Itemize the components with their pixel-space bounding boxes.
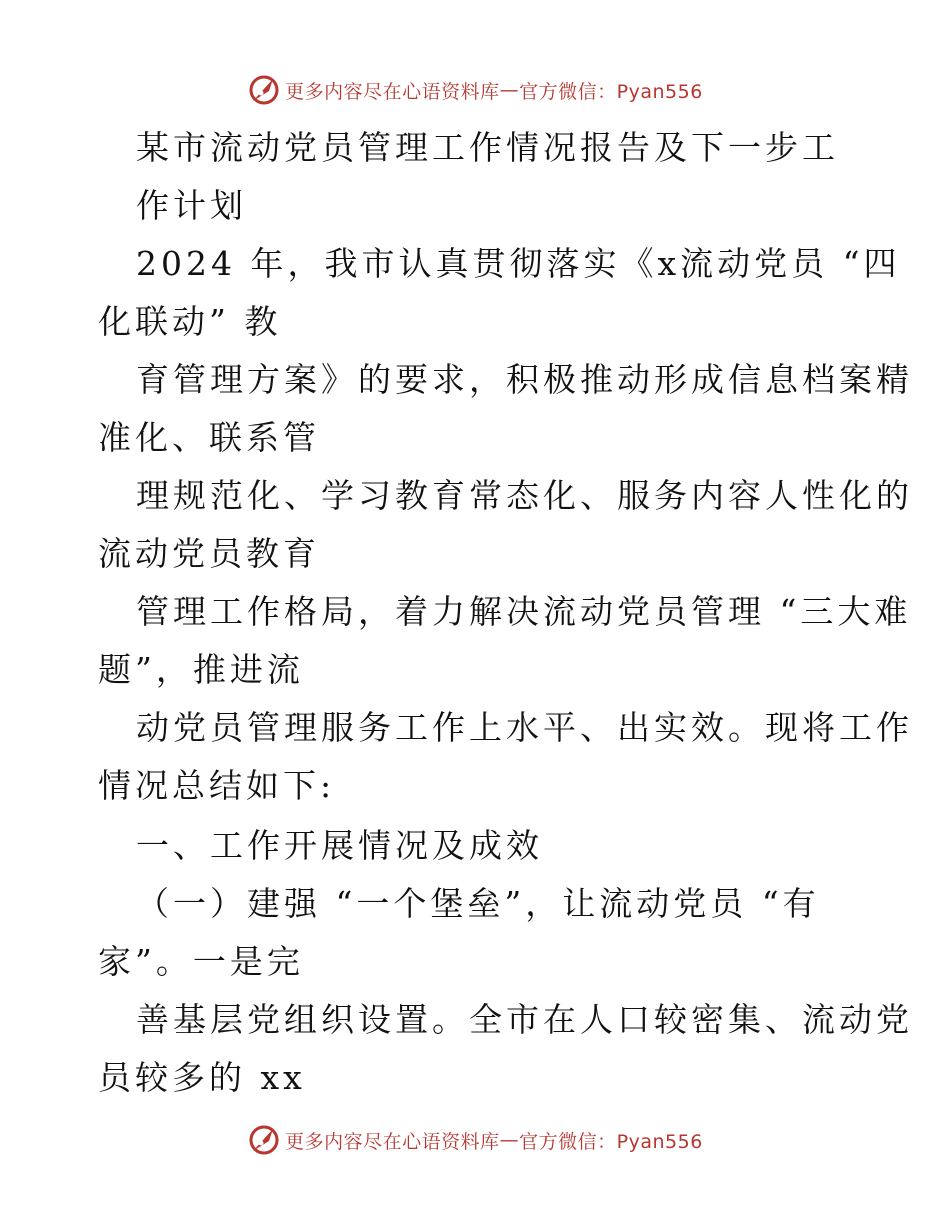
- doc-line: 家”。一是完: [98, 942, 304, 981]
- watermark-dash: —: [499, 79, 520, 101]
- watermark-header: [0, 70, 950, 110]
- watermark-brand: 更多内容尽在心语资料库: [285, 80, 500, 103]
- doc-line: 善基层党组织设置。全市在人口较密集、流动党: [136, 1000, 913, 1039]
- quill-logo-icon: [247, 1123, 281, 1157]
- doc-line: 情况总结如下:: [98, 766, 336, 805]
- doc-line: 流动党员教育: [98, 534, 320, 573]
- doc-line: （一）建强 “一个堡垒”，让流动党员 “有: [136, 884, 820, 923]
- watermark-brand: 更多内容尽在心语资料库: [285, 1130, 500, 1153]
- watermark-wechat: 官方微信：Pyan556: [519, 80, 703, 103]
- doc-line: 理规范化、学习教育常态化、服务内容人性化的: [136, 476, 913, 515]
- doc-line: 准化、联系管: [98, 418, 320, 457]
- watermark-dash: —: [499, 1129, 520, 1151]
- watermark-wechat: 官方微信：Pyan556: [519, 1130, 703, 1153]
- doc-line: 管理工作格局，着力解决流动党员管理 “三大难: [136, 592, 912, 631]
- doc-line: 育管理方案》的要求，积极推动形成信息档案精: [136, 360, 913, 399]
- watermark-footer: [0, 1120, 950, 1160]
- quill-logo-icon: [247, 73, 281, 107]
- doc-line: 员较多的 xx: [98, 1058, 306, 1097]
- doc-line: 化联动” 教: [98, 302, 282, 341]
- doc-line: 题”，推进流: [98, 650, 304, 689]
- doc-line: 2024 年，我市认真贯彻落实《x流动党员 “四: [136, 244, 901, 283]
- doc-title-line-1: 某市流动党员管理工作情况报告及下一步工: [136, 128, 839, 167]
- doc-title-line-2: 作计划: [136, 186, 247, 225]
- section-heading: 一、工作开展情况及成效: [136, 826, 543, 865]
- doc-line: 动党员管理服务工作上水平、出实效。现将工作: [136, 708, 913, 747]
